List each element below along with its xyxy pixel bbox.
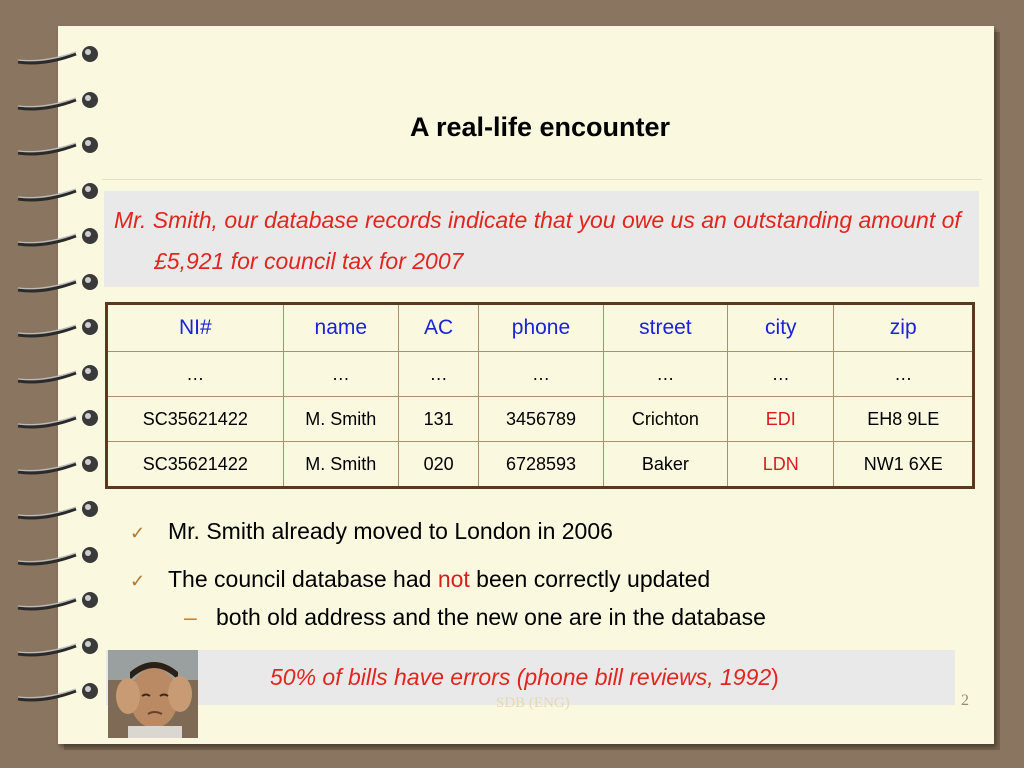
spiral-ring-icon	[14, 410, 106, 430]
spiral-ring-icon	[14, 501, 106, 521]
table-cell: M. Smith	[283, 397, 398, 442]
bullet-text-after: been correctly updated	[469, 566, 711, 592]
table-cell: …	[283, 352, 398, 397]
check-icon: ✓	[130, 523, 146, 543]
table-cell: …	[479, 352, 603, 397]
table-cell: …	[728, 352, 834, 397]
table-cell: …	[603, 352, 727, 397]
header-cell: zip	[834, 304, 974, 352]
header-cell: street	[603, 304, 727, 352]
sub-bullet-item	[184, 604, 766, 631]
table-row	[107, 397, 974, 442]
table-cell: SC35621422	[107, 397, 284, 442]
header-cell: name	[283, 304, 398, 352]
table-cell: …	[107, 352, 284, 397]
bullet-text-before: The council database had	[168, 566, 438, 592]
table-cell-city: LDN	[728, 442, 834, 488]
bullet-highlight: not	[437, 566, 470, 592]
table-cell: SC35621422	[107, 442, 284, 488]
bullet-text: Mr. Smith already moved to London in 2006	[168, 518, 613, 544]
quote-text: Mr. Smith, our database records indicate that you owe us an outstanding amount of £5,921 for council tax for 2007	[114, 207, 961, 274]
table-cell-city: EDI	[728, 397, 834, 442]
sub-bullet-text: both old address and the new one are in the database	[216, 604, 766, 630]
spiral-ring-icon	[14, 92, 106, 112]
spiral-ring-icon	[14, 228, 106, 248]
table-cell: 3456789	[479, 397, 603, 442]
header-cell: phone	[479, 304, 603, 352]
table-cell: M. Smith	[283, 442, 398, 488]
spiral-ring-icon	[14, 592, 106, 612]
spiral-ring-icon	[14, 683, 106, 703]
table-cell: 131	[399, 397, 479, 442]
header-cell: city	[728, 304, 834, 352]
table-row	[107, 352, 974, 397]
page-number: 2	[961, 692, 969, 709]
footer-faint-text: SDB (ENG)	[496, 695, 570, 711]
table-header-row	[107, 304, 974, 352]
spiral-ring-icon	[14, 183, 106, 203]
spiral-ring-icon	[14, 456, 106, 476]
spiral-ring-icon	[14, 274, 106, 294]
spiral-ring-icon	[14, 319, 106, 339]
title-divider	[102, 179, 982, 180]
bullet-item	[130, 518, 613, 545]
header-cell: AC	[399, 304, 479, 352]
check-icon: ✓	[130, 571, 146, 591]
spiral-ring-icon	[14, 547, 106, 567]
records-table	[105, 302, 975, 489]
table-cell: …	[834, 352, 974, 397]
table-cell: …	[399, 352, 479, 397]
footnote-text	[270, 664, 779, 691]
slide-title: A real-life encounter	[409, 112, 671, 142]
spiral-ring-icon	[14, 137, 106, 157]
footnote-close: )	[771, 664, 779, 690]
table-cell: Baker	[603, 442, 727, 488]
table-cell: 6728593	[479, 442, 603, 488]
footnote-source: phone bill reviews, 1992	[524, 664, 772, 690]
dash-icon: –	[184, 604, 197, 630]
spiral-ring-icon	[14, 46, 106, 66]
spiral-ring-icon	[14, 365, 106, 385]
spiral-ring-icon	[14, 638, 106, 658]
table-cell: NW1 6XE	[834, 442, 974, 488]
bullet-item	[130, 566, 710, 593]
table-cell: EH8 9LE	[834, 397, 974, 442]
footnote-main: 50% of bills have errors (	[270, 664, 525, 690]
header-cell: NI#	[107, 304, 284, 352]
table-row	[107, 442, 974, 488]
table-cell: 020	[399, 442, 479, 488]
table-cell: Crichton	[603, 397, 727, 442]
stressed-man-photo	[108, 650, 198, 738]
